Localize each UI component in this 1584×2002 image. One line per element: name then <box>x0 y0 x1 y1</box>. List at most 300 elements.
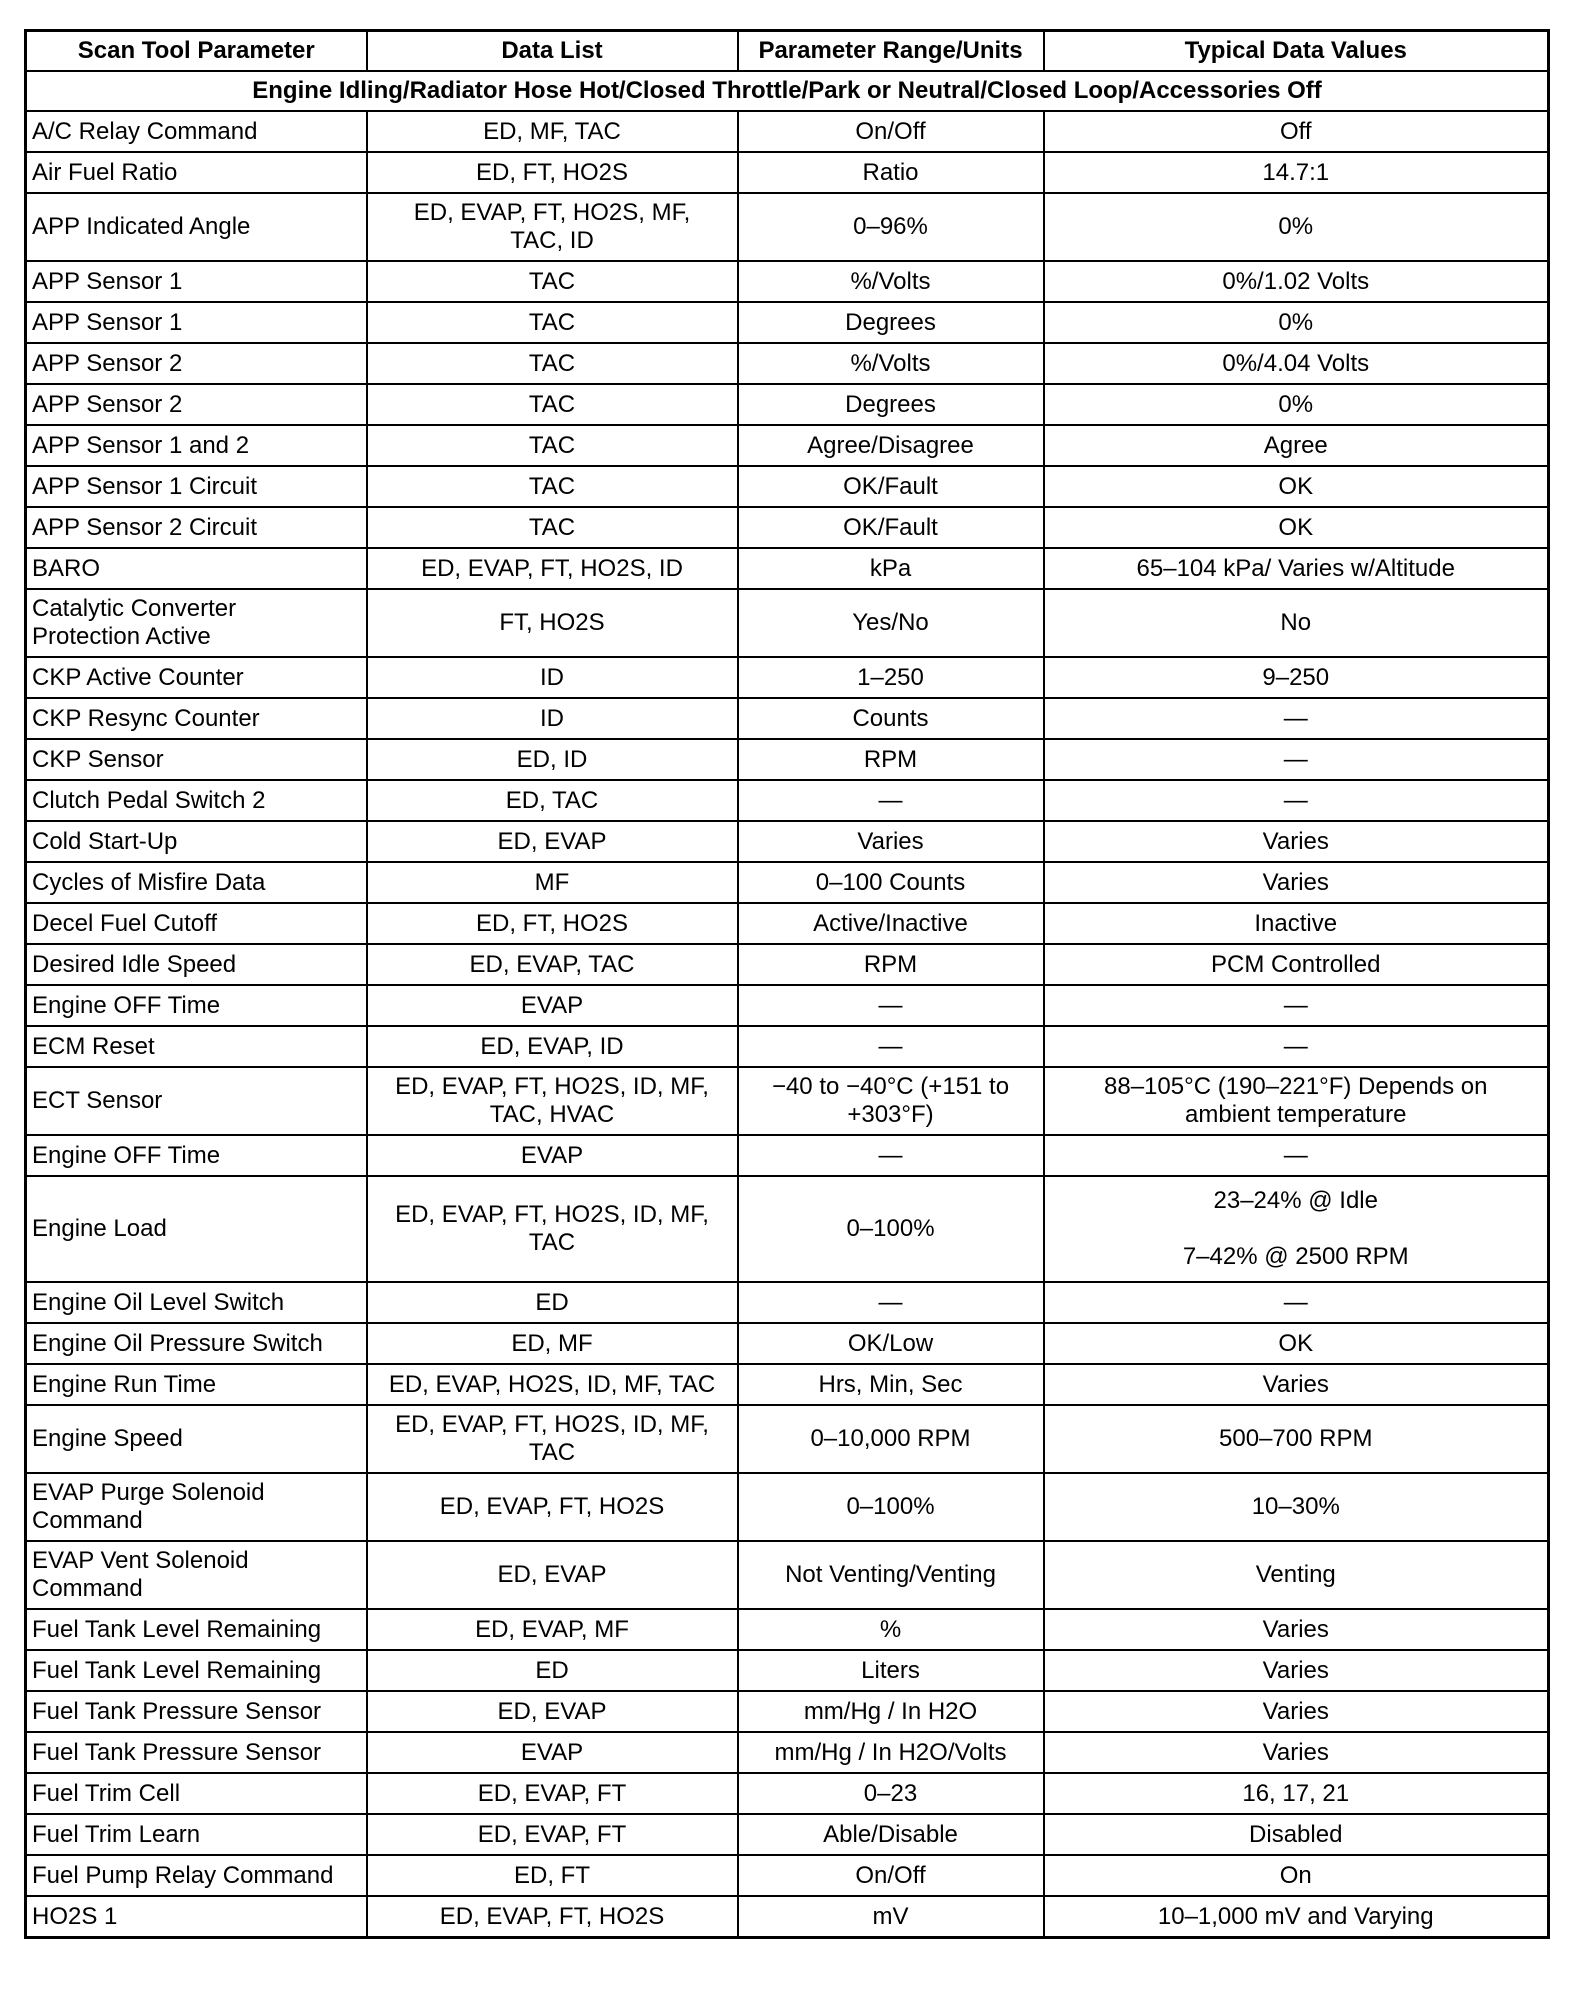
param-cell-text: Air Fuel Ratio <box>32 158 178 186</box>
data-list-cell <box>367 985 738 1026</box>
param-cell <box>26 1176 367 1282</box>
param-cell-text: Fuel Tank Level Remaining <box>32 1656 322 1684</box>
range-units-cell <box>738 384 1044 425</box>
param-cell-text: Fuel Pump Relay Command <box>32 1861 334 1889</box>
data-list-cell-text: ED, EVAP, MF <box>475 1615 629 1643</box>
range-units-cell <box>738 1650 1044 1691</box>
data-list-cell <box>367 1650 738 1691</box>
data-list-cell <box>367 1323 738 1364</box>
typical-value-cell <box>1044 944 1549 985</box>
data-list-cell <box>367 698 738 739</box>
data-list-cell-text: ED, EVAP, FT, HO2S, ID, MF, TAC <box>395 1201 709 1256</box>
typical-value-cell <box>1044 1650 1549 1691</box>
param-cell <box>26 425 367 466</box>
range-units-cell-text: On/Off <box>855 1861 926 1889</box>
table-row <box>26 466 1549 507</box>
table-row <box>26 1541 1549 1609</box>
data-list-cell-text: ED, EVAP, FT, HO2S <box>439 1902 665 1930</box>
data-list-cell <box>367 944 738 985</box>
typical-value-cell <box>1044 1773 1549 1814</box>
typical-value-cell-text: 0% <box>1278 213 1314 240</box>
header-typical-data-values: Typical Data Values <box>1044 31 1549 72</box>
typical-value-cell <box>1044 343 1549 384</box>
typical-value-cell-text: Agree <box>1263 431 1328 459</box>
table-row <box>26 739 1549 780</box>
range-units-cell <box>738 903 1044 944</box>
range-units-cell-text: RPM <box>863 745 918 773</box>
range-units-cell-text: On/Off <box>855 117 926 145</box>
typical-value-cell <box>1044 1135 1549 1176</box>
param-cell-text: CKP Sensor <box>32 745 164 773</box>
table-row <box>26 1896 1549 1938</box>
typical-value-cell <box>1044 1282 1549 1323</box>
table-body <box>26 71 1549 1938</box>
range-units-cell-text: — <box>878 1288 903 1316</box>
range-units-cell <box>738 1896 1044 1938</box>
range-units-cell-text: OK/Fault <box>843 472 938 500</box>
param-cell-text: BARO <box>32 554 101 582</box>
data-list-cell <box>367 1364 738 1405</box>
typical-value-cell-text: OK <box>1278 1329 1314 1357</box>
range-units-cell <box>738 780 1044 821</box>
table-row <box>26 1473 1549 1541</box>
data-list-cell-text: ED, EVAP, FT, HO2S, ID <box>421 554 683 582</box>
data-list-cell <box>367 507 738 548</box>
table-row <box>26 1609 1549 1650</box>
header-scan-tool-parameter: Scan Tool Parameter <box>26 31 367 72</box>
typical-value-cell <box>1044 698 1549 739</box>
table-row <box>26 261 1549 302</box>
typical-value-cell-text: — <box>1283 745 1308 773</box>
typical-value-cell <box>1044 1541 1549 1609</box>
data-list-cell <box>367 903 738 944</box>
data-list-cell-text: ED, EVAP, TAC <box>469 950 635 978</box>
typical-value-cell-text: Off <box>1279 117 1312 145</box>
data-list-cell-text: EVAP <box>520 1141 584 1169</box>
data-list-cell-text: ED, EVAP, FT, HO2S, ID, MF, TAC <box>395 1411 709 1466</box>
param-cell-text: Fuel Tank Pressure Sensor <box>32 1697 322 1725</box>
range-units-cell <box>738 111 1044 152</box>
range-units-cell-text: RPM <box>863 950 918 978</box>
data-list-cell-text: EVAP <box>520 991 584 1019</box>
param-cell <box>26 507 367 548</box>
range-units-cell-text: Counts <box>852 704 929 732</box>
param-cell <box>26 821 367 862</box>
range-units-cell <box>738 1176 1044 1282</box>
typical-value-cell-text: Varies <box>1262 1738 1329 1766</box>
data-list-cell-text: ED, TAC <box>505 786 599 814</box>
typical-value-cell <box>1044 985 1549 1026</box>
param-cell-text: Fuel Trim Cell <box>32 1779 181 1807</box>
table-row <box>26 985 1549 1026</box>
typical-value-cell <box>1044 425 1549 466</box>
range-units-cell-text: kPa <box>869 554 912 582</box>
range-units-cell <box>738 1067 1044 1135</box>
range-units-cell-text: %/Volts <box>850 267 931 295</box>
range-units-cell <box>738 1323 1044 1364</box>
data-list-cell <box>367 302 738 343</box>
typical-value-cell <box>1044 1176 1549 1282</box>
param-cell <box>26 985 367 1026</box>
data-list-cell-text: FT, HO2S <box>499 609 605 636</box>
param-cell <box>26 343 367 384</box>
data-list-cell <box>367 657 738 698</box>
table-row <box>26 384 1549 425</box>
typical-value-cell-text: 10–30% <box>1251 1493 1340 1520</box>
param-cell-text: APP Sensor 1 and 2 <box>32 431 250 459</box>
param-cell-text: APP Indicated Angle <box>32 213 251 240</box>
header-parameter-range-units: Parameter Range/Units <box>738 31 1044 72</box>
range-units-cell-text: — <box>878 1032 903 1060</box>
param-cell-text: Clutch Pedal Switch 2 <box>32 786 266 814</box>
typical-value-cell-text: 16, 17, 21 <box>1242 1779 1350 1807</box>
range-units-cell <box>738 821 1044 862</box>
table-row <box>26 548 1549 589</box>
header-row <box>26 31 1549 72</box>
data-list-cell-text: TAC <box>528 513 576 541</box>
typical-value-cell-text: — <box>1283 991 1308 1019</box>
range-units-cell-text: 0–23 <box>863 1779 918 1807</box>
typical-value-cell <box>1044 466 1549 507</box>
typical-value-cell-text: Varies <box>1262 1697 1329 1725</box>
typical-value-cell-text: Varies <box>1262 1370 1329 1398</box>
data-list-cell-text: ED, EVAP, FT <box>477 1779 627 1807</box>
table-row <box>26 944 1549 985</box>
param-cell <box>26 1814 367 1855</box>
typical-value-cell-text: — <box>1283 704 1308 732</box>
typical-value-cell <box>1044 657 1549 698</box>
param-cell-text: Cold Start-Up <box>32 827 178 855</box>
range-units-cell-text: 1–250 <box>857 663 924 691</box>
typical-value-cell <box>1044 1026 1549 1067</box>
data-list-cell-text: TAC <box>528 267 576 295</box>
data-list-cell <box>367 1026 738 1067</box>
param-cell-text: Cycles of Misfire Data <box>32 868 266 896</box>
typical-value-cell-text: PCM Controlled <box>1211 950 1381 978</box>
param-cell <box>26 1855 367 1896</box>
data-list-cell <box>367 1855 738 1896</box>
table-header <box>26 31 1549 72</box>
typical-value-cell <box>1044 1732 1549 1773</box>
param-cell-text: APP Sensor 1 <box>32 267 183 295</box>
range-units-cell-text: mm/Hg / In H2O/Volts <box>774 1738 1007 1766</box>
range-units-cell-text: Ratio <box>862 158 919 186</box>
data-list-cell-text: ID <box>540 663 564 691</box>
typical-value-cell-text: Varies <box>1262 868 1329 896</box>
table-row <box>26 152 1549 193</box>
param-cell <box>26 1067 367 1135</box>
data-list-cell <box>367 1282 738 1323</box>
range-units-cell <box>738 193 1044 261</box>
data-list-cell-text: ED, FT, HO2S <box>475 158 629 186</box>
header-data-list: Data List <box>367 31 738 72</box>
range-units-cell-text: 0–10,000 RPM <box>810 1425 971 1452</box>
range-units-cell <box>738 507 1044 548</box>
range-units-cell <box>738 302 1044 343</box>
param-cell <box>26 1364 367 1405</box>
range-units-cell-text: %/Volts <box>850 349 931 377</box>
data-list-cell-text: ED, EVAP <box>497 1697 607 1725</box>
data-list-cell <box>367 1176 738 1282</box>
data-list-cell <box>367 1814 738 1855</box>
typical-value-cell <box>1044 862 1549 903</box>
typical-value-cell <box>1044 739 1549 780</box>
range-units-cell-text: — <box>878 991 903 1019</box>
param-cell-text: Engine Oil Level Switch <box>32 1288 285 1316</box>
param-cell-text: APP Sensor 1 <box>32 308 183 336</box>
param-cell <box>26 1650 367 1691</box>
table-row <box>26 507 1549 548</box>
range-units-cell-text: 0–100% <box>846 1215 935 1242</box>
param-cell <box>26 548 367 589</box>
range-units-cell <box>738 1773 1044 1814</box>
data-list-cell <box>367 466 738 507</box>
table-row <box>26 302 1549 343</box>
section-row <box>26 71 1549 111</box>
range-units-cell <box>738 657 1044 698</box>
table-row <box>26 1691 1549 1732</box>
table-row <box>26 1026 1549 1067</box>
param-cell <box>26 1323 367 1364</box>
param-cell <box>26 1691 367 1732</box>
range-units-cell-text: 0–96% <box>853 213 928 240</box>
typical-value-cell-text: 0% <box>1278 390 1314 418</box>
typical-value-cell <box>1044 1473 1549 1541</box>
typical-value-cell <box>1044 1855 1549 1896</box>
param-cell <box>26 1773 367 1814</box>
param-cell <box>26 111 367 152</box>
param-cell <box>26 1282 367 1323</box>
param-cell-text: EVAP Purge Solenoid Command <box>32 1479 265 1534</box>
param-cell-text: Fuel Tank Pressure Sensor <box>32 1738 322 1766</box>
range-units-cell <box>738 698 1044 739</box>
typical-value-cell-text: 9–250 <box>1262 663 1330 691</box>
param-cell <box>26 1026 367 1067</box>
range-units-cell <box>738 589 1044 657</box>
param-cell <box>26 466 367 507</box>
typical-value-cell-text: — <box>1283 1032 1308 1060</box>
data-list-cell-text: TAC <box>528 472 576 500</box>
typical-value-cell-text: OK <box>1278 472 1314 500</box>
range-units-cell <box>738 1364 1044 1405</box>
table-row <box>26 1732 1549 1773</box>
table-row <box>26 1650 1549 1691</box>
table-row <box>26 657 1549 698</box>
range-units-cell <box>738 1814 1044 1855</box>
data-list-cell <box>367 111 738 152</box>
param-cell-text: CKP Resync Counter <box>32 704 260 732</box>
data-list-cell-text: ED, EVAP, FT, HO2S, ID, MF, TAC, HVAC <box>395 1073 709 1128</box>
data-list-cell-text: ED, MF, TAC <box>483 117 621 145</box>
range-units-cell-text: OK/Low <box>847 1329 934 1357</box>
data-list-cell-text: ED, EVAP <box>497 827 607 855</box>
range-units-cell-text: −40 to −40°C (+151 to +303°F) <box>771 1073 1010 1128</box>
range-units-cell <box>738 1732 1044 1773</box>
table-row <box>26 903 1549 944</box>
data-list-cell-text: TAC <box>528 308 576 336</box>
param-cell <box>26 589 367 657</box>
typical-value-cell-text: 500–700 RPM <box>1219 1425 1373 1452</box>
typical-value-cell-text: — <box>1283 1141 1308 1169</box>
table-row <box>26 589 1549 657</box>
data-list-cell <box>367 780 738 821</box>
param-cell <box>26 1541 367 1609</box>
param-cell-text: APP Sensor 2 <box>32 390 183 418</box>
range-units-cell-text: 0–100% <box>846 1493 935 1520</box>
range-units-cell-text: Degrees <box>845 390 936 418</box>
table-row <box>26 1176 1549 1282</box>
typical-value-cell <box>1044 1323 1549 1364</box>
param-cell <box>26 657 367 698</box>
range-units-cell <box>738 152 1044 193</box>
range-units-cell <box>738 1405 1044 1473</box>
range-units-cell-text: Hrs, Min, Sec <box>818 1370 963 1398</box>
data-list-cell <box>367 548 738 589</box>
typical-value-cell-text: 65–104 kPa/ Varies w/Altitude <box>1136 554 1455 582</box>
table-row <box>26 1135 1549 1176</box>
typical-value-cell-text: Varies <box>1262 1615 1329 1643</box>
typical-value-cell <box>1044 111 1549 152</box>
param-cell-text: EVAP Vent Solenoid Command <box>32 1547 249 1602</box>
range-units-cell-text: — <box>878 786 903 814</box>
table-row <box>26 1405 1549 1473</box>
typical-value-cell-text: OK <box>1278 513 1314 541</box>
typical-value-cell <box>1044 1691 1549 1732</box>
typical-value-cell-text: — <box>1283 1288 1308 1316</box>
data-list-cell <box>367 1541 738 1609</box>
data-list-cell-text: TAC <box>528 390 576 418</box>
table-row <box>26 1814 1549 1855</box>
param-cell-text: APP Sensor 2 <box>32 349 183 377</box>
param-cell <box>26 1732 367 1773</box>
data-list-cell <box>367 739 738 780</box>
typical-value-cell <box>1044 152 1549 193</box>
param-cell-text: Fuel Tank Level Remaining <box>32 1615 322 1643</box>
param-cell <box>26 1135 367 1176</box>
table-row <box>26 425 1549 466</box>
data-list-cell-text: ED, EVAP, ID <box>480 1032 624 1060</box>
param-cell-text: Engine OFF Time <box>32 991 221 1019</box>
typical-value-cell-text: No <box>1280 609 1312 636</box>
range-units-cell-text: 0–100 Counts <box>815 868 966 896</box>
typical-value-cell <box>1044 1814 1549 1855</box>
range-units-cell-text: Able/Disable <box>823 1820 958 1848</box>
typical-value-cell-text: Varies <box>1262 1656 1329 1684</box>
data-list-cell-text: EVAP <box>520 1738 584 1766</box>
typical-value-cell-text: 10–1,000 mV and Varying <box>1157 1902 1434 1930</box>
param-cell-text: Decel Fuel Cutoff <box>32 909 217 937</box>
scan-tool-data-table <box>24 29 1550 1939</box>
data-list-cell <box>367 1732 738 1773</box>
param-cell <box>26 302 367 343</box>
range-units-cell <box>738 1609 1044 1650</box>
data-list-cell <box>367 589 738 657</box>
range-units-cell-text: Varies <box>857 827 924 855</box>
data-list-cell <box>367 193 738 261</box>
table-row <box>26 1773 1549 1814</box>
data-list-cell-text: TAC <box>528 349 576 377</box>
data-list-cell-text: ED <box>535 1288 569 1316</box>
data-list-cell-text: ED, EVAP <box>497 1561 607 1588</box>
data-list-cell-text: ED, FT <box>514 1861 590 1889</box>
typical-value-cell <box>1044 1609 1549 1650</box>
table-row <box>26 111 1549 152</box>
typical-value-cell <box>1044 1067 1549 1135</box>
param-cell-text: Catalytic Converter Protection Active <box>32 595 237 650</box>
data-list-cell-text: ID <box>540 704 564 732</box>
table-row <box>26 821 1549 862</box>
range-units-cell <box>738 425 1044 466</box>
typical-value-cell-text: Varies <box>1262 827 1329 855</box>
param-cell-text: Engine Run Time <box>32 1370 217 1398</box>
typical-value-cell-text: — <box>1283 786 1308 814</box>
range-units-cell-text: Liters <box>861 1656 920 1684</box>
range-units-cell-text: mV <box>872 1902 909 1930</box>
data-list-cell <box>367 821 738 862</box>
param-cell-text: HO2S 1 <box>32 1902 118 1930</box>
typical-value-cell <box>1044 1405 1549 1473</box>
range-units-cell <box>738 343 1044 384</box>
param-cell-text: Engine OFF Time <box>32 1141 221 1169</box>
param-cell <box>26 862 367 903</box>
typical-value-cell-text: Venting <box>1255 1561 1336 1588</box>
table-row <box>26 780 1549 821</box>
data-list-cell-text: TAC <box>528 431 576 459</box>
section-conditions: Engine Idling/Radiator Hose Hot/Closed Throttle/Park or Neutral/Closed Loop/Accessories Off <box>26 71 1549 111</box>
data-list-cell <box>367 343 738 384</box>
range-units-cell <box>738 1541 1044 1609</box>
range-units-cell <box>738 985 1044 1026</box>
typical-value-cell-text: 0% <box>1278 308 1314 336</box>
data-list-cell <box>367 1067 738 1135</box>
range-units-cell <box>738 1282 1044 1323</box>
param-cell <box>26 261 367 302</box>
typical-value-cell-text: 0%/1.02 Volts <box>1222 267 1370 295</box>
param-cell <box>26 1896 367 1938</box>
typical-value-cell-text: 0%/4.04 Volts <box>1222 349 1370 377</box>
param-cell <box>26 1405 367 1473</box>
table-row <box>26 193 1549 261</box>
param-cell <box>26 944 367 985</box>
data-list-cell-text: ED, MF <box>511 1329 593 1357</box>
param-cell <box>26 1609 367 1650</box>
param-cell-text: ECM Reset <box>32 1032 155 1060</box>
data-list-cell-text: ED, FT, HO2S <box>475 909 629 937</box>
param-cell <box>26 698 367 739</box>
typical-value-cell-text: 14.7:1 <box>1262 158 1330 186</box>
table-row <box>26 1282 1549 1323</box>
range-units-cell <box>738 261 1044 302</box>
param-cell-text: Desired Idle Speed <box>32 950 237 978</box>
typical-value-cell <box>1044 1364 1549 1405</box>
data-list-cell <box>367 862 738 903</box>
data-list-cell <box>367 1896 738 1938</box>
data-list-cell <box>367 1609 738 1650</box>
data-list-cell <box>367 425 738 466</box>
range-units-cell <box>738 1135 1044 1176</box>
typical-value-cell <box>1044 589 1549 657</box>
range-units-cell-text: Active/Inactive <box>813 909 968 937</box>
range-units-cell-text: Degrees <box>845 308 936 336</box>
range-units-cell-text: OK/Fault <box>843 513 938 541</box>
typical-value-cell <box>1044 507 1549 548</box>
range-units-cell-text: Not Venting/Venting <box>785 1561 996 1588</box>
param-cell <box>26 152 367 193</box>
data-list-cell-text: ED <box>535 1656 569 1684</box>
table-row <box>26 1855 1549 1896</box>
typical-value-cell <box>1044 903 1549 944</box>
table-row <box>26 698 1549 739</box>
